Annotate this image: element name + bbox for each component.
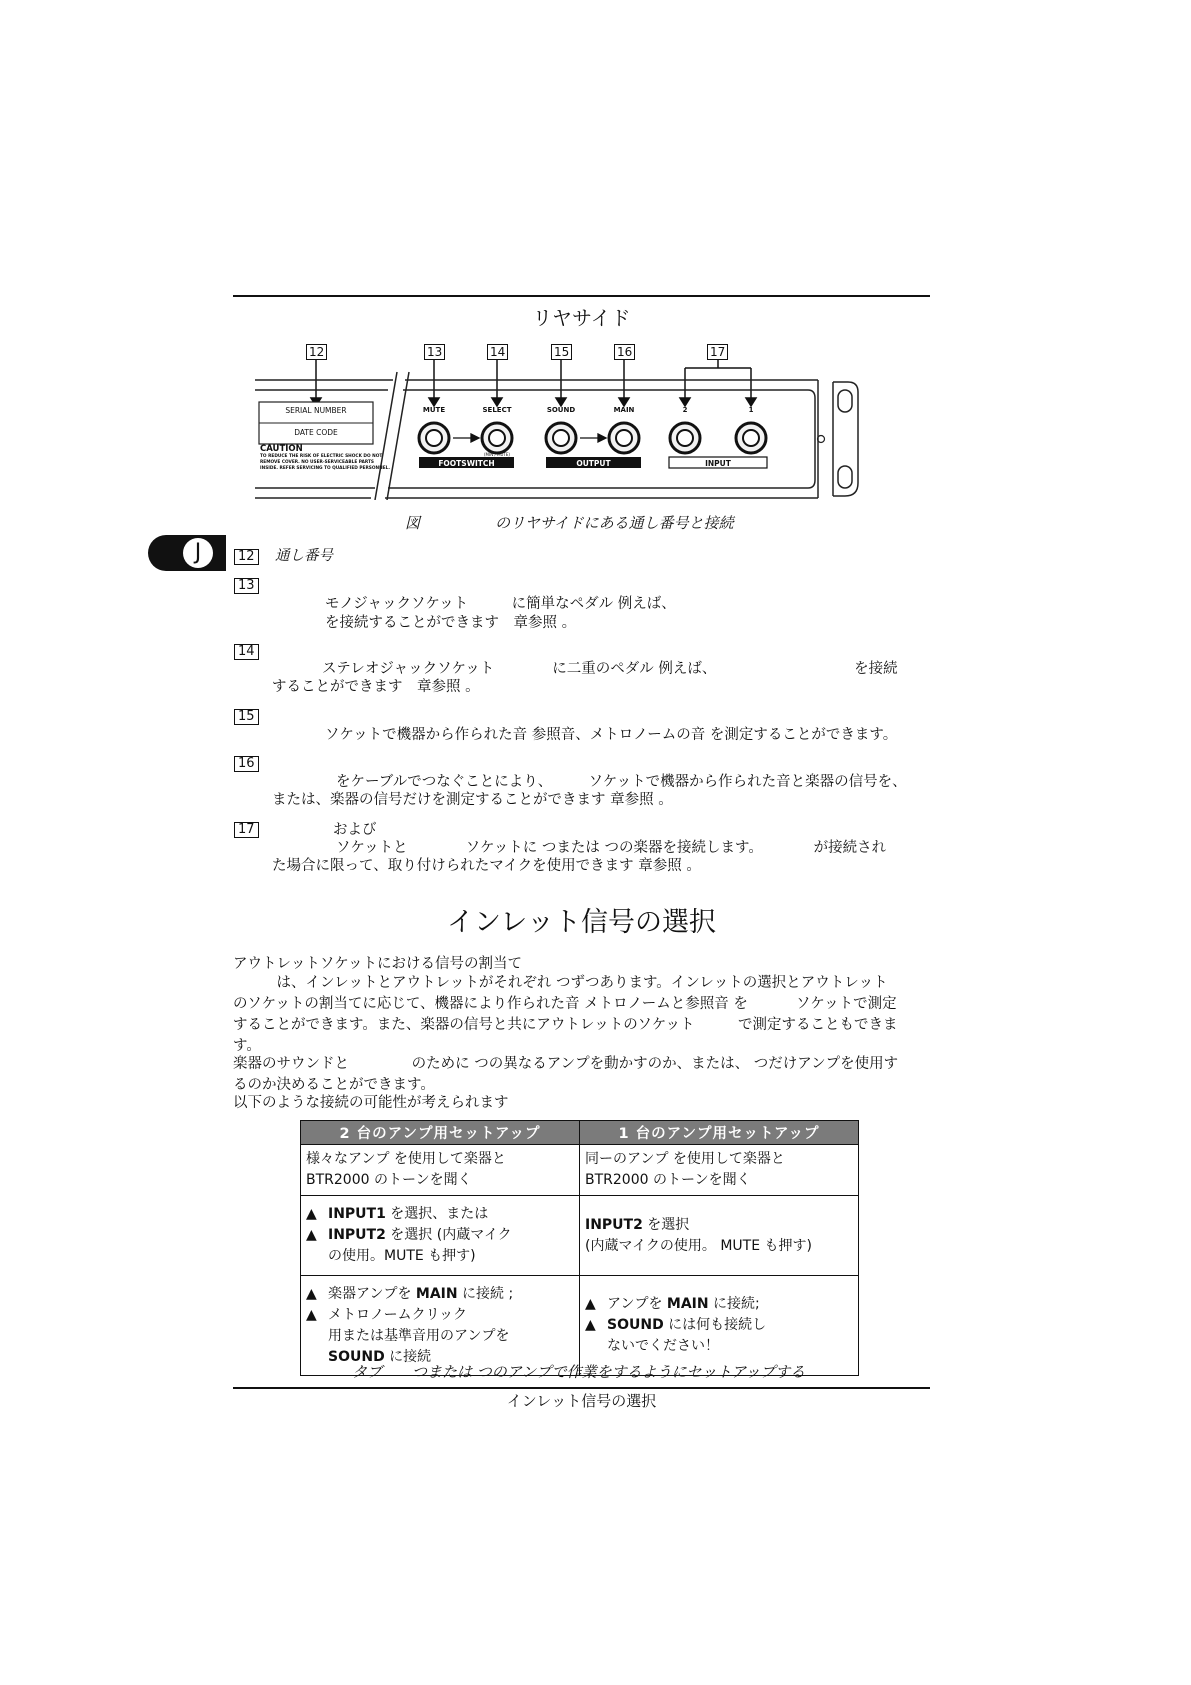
table-row [301,1145,859,1196]
bullet-line [306,1284,574,1305]
cell-text: 楽器アンプを [328,1285,416,1302]
table-cell [580,1196,859,1276]
bullet-line [306,1326,574,1347]
bullet-line [306,1225,574,1246]
item-text: または、楽器の信号だけを測定することができます 章参照 。 [272,792,673,808]
rear-panel-diagram [233,338,930,500]
group-label-footswitch: FOOTSWITCH [438,459,495,468]
paragraph-line: のソケットの割当てに応じて、機器により作られた音 メトロノームと参照音 を ソケットで測定 [233,996,897,1012]
jack-label-input-2: 2 [682,406,688,414]
table-caption: タブ つまたは つのアンプで作業をするようにセットアップする [352,1363,806,1381]
item-text: ソケットで機器から作られた音 参照音、メトロノームの音 を測定することができます。 [325,727,898,743]
caution-line: INSIDE. REFER SERVICING TO QUALIFIED PERSONNEL. [260,466,390,471]
callout-13: 13 [424,344,445,360]
top-rule [233,295,930,297]
item-text: ステレオジャックソケット に二重のペダル 例えば、 を接続 [322,661,898,677]
cell-text: に接続; [708,1296,760,1312]
callout-16: 16 [614,344,635,360]
cell-line [585,1215,853,1236]
cell-text: には何も接続し [663,1317,767,1333]
triangle-bullet-icon: ▲ [585,1317,596,1333]
jack-label-mute: MUTE [422,406,446,414]
cell-text: を選択、または [385,1206,489,1222]
caution-title: CAUTION [260,444,303,454]
jack-label-sound: SOUND [546,406,576,414]
figure-caption: 図 のリヤサイドにある通し番号と接続 [405,514,734,532]
table-header-one-amp: 1 台のアンプ用セットアップ [580,1121,859,1145]
callout-14: 14 [487,344,508,360]
bullet-line [585,1336,853,1357]
table-header-row [301,1121,859,1145]
cell-text: アンプを [607,1296,667,1312]
cell-text: 用または基準音用のアンプを [328,1327,510,1344]
bullet-spacer [306,1326,328,1347]
cell-line: 同ーのアンプ を使用して楽器と [585,1151,785,1167]
item-text: をケーブルでつなぐことにより、 ソケットで機器から作られた音と楽器の信号を、 [336,774,907,790]
triangle-bullet-icon: ▲ [585,1296,596,1312]
bold-term: INPUT1 [328,1206,386,1222]
inlet-section-title: インレット信号の選択 [446,907,717,938]
cell-text: を選択 [642,1216,690,1233]
group-label-input: INPUT [705,459,731,468]
bullet-line [306,1305,574,1326]
item-text: 通し番号 [275,548,333,564]
callout-15: 15 [551,344,572,360]
table-cell [301,1145,580,1196]
callout-12: 12 [306,344,327,360]
cell-text: の使用。MUTE も押す) [328,1248,476,1264]
inlet-paragraph-3: 以下のような接続の可能性が考えられます [233,1095,509,1111]
language-tab [148,535,226,571]
bold-term: SOUND [328,1348,385,1365]
triangle-bullet-icon: ▲ [306,1206,317,1222]
language-tab-letter: J [183,538,213,568]
bullet-line [306,1204,574,1225]
item-text: を接続することができます 章参照 。 [325,615,577,631]
item-number: 17 [234,822,259,838]
cell-line: (内蔵マイクの使用。 MUTE も押す) [585,1237,812,1254]
paragraph-line: す。 [233,1038,261,1054]
bullet-spacer [306,1246,328,1267]
item-number: 15 [234,709,259,725]
item-number: 13 [234,578,259,594]
item-number: 12 [234,549,259,565]
bold-term: MAIN [415,1285,458,1302]
triangle-bullet-icon: ▲ [306,1285,317,1302]
table-cell [580,1145,859,1196]
paragraph-line: することができます。また、楽器の信号と共にアウトレットのソケット で測定することもできま [233,1017,898,1033]
jack-label-select: SELECT [482,406,512,414]
cell-text: を選択 (内蔵マイク [385,1227,512,1243]
table-header-two-amps: 2 台のアンプ用セットアップ [301,1121,580,1145]
table-cell [301,1196,580,1276]
bold-term: MAIN [666,1296,709,1312]
cell-line: BTR2000 のトーンを聞く [585,1172,751,1188]
caution-line: TO REDUCE THE RISK OF ELECTRIC SHOCK DO NOT [260,454,383,459]
bullet-line [585,1315,853,1336]
item-text: することができます 章参照 。 [272,679,480,695]
bullet-line [306,1246,574,1267]
item-number: 16 [234,756,259,772]
table-row [301,1196,859,1276]
inlet-paragraph-1 [233,973,930,1057]
bottom-rule [233,1387,930,1389]
bullet-line [585,1294,853,1315]
select-sub-label: (MIN / MUTE) [484,452,510,457]
page-footer: インレット信号の選択 [506,1392,657,1410]
bold-term: INPUT2 [328,1227,386,1243]
setup-table [300,1120,859,1376]
bold-term: SOUND [607,1317,664,1333]
paragraph-line: は、インレットとアウトレットがそれぞれ つずつあります。インレットの選択とアウトレット [233,975,888,991]
cell-text: に接続 ; [457,1285,514,1302]
cell-text: に接続 [384,1348,432,1365]
triangle-bullet-icon: ▲ [306,1306,317,1323]
paragraph-line: るのか決めることができます。 [233,1077,435,1093]
rear-section-title: リヤサイド [532,306,631,330]
callout-17: 17 [707,344,728,360]
bullet-spacer [585,1336,607,1357]
jack-label-main: MAIN [613,406,635,414]
cell-line: BTR2000 のトーンを聞く [306,1172,472,1188]
cell-text: メトロノームクリック [328,1306,468,1323]
inlet-subheading: アウトレットソケットにおける信号の割当て [233,956,522,972]
cell-text: ないでください！ [607,1338,719,1354]
inlet-paragraph-2 [233,1054,930,1096]
jack-label-input-1: 1 [748,406,754,414]
cell-line: 様々なアンプ を使用して楽器と [306,1151,506,1167]
item-text: ソケットと ソケットに つまたは つの楽器を接続します。 が接続され [336,840,887,856]
item-number: 14 [234,644,259,660]
item-text: た場合に限って、取り付けられたマイクを使用できます 章参照 。 [272,858,701,874]
bullet-spacer [306,1347,328,1368]
serial-number-label: SERIAL NUMBER [285,406,347,415]
item-text: モノジャックソケット に簡単なペダル 例えば、 [325,596,676,612]
caution-line: REMOVE COVER. NO USER-SERVICEABLE PARTS [260,460,374,465]
paragraph-line: 楽器のサウンドと のために つの異なるアンプを動かすのか、または、 つだけアンプを使用す [233,1056,899,1072]
date-code-label: DATE CODE [294,428,338,437]
group-label-output: OUTPUT [576,459,611,468]
bold-term: INPUT2 [585,1216,643,1233]
triangle-bullet-icon: ▲ [306,1227,317,1243]
item-text: および [333,822,377,838]
